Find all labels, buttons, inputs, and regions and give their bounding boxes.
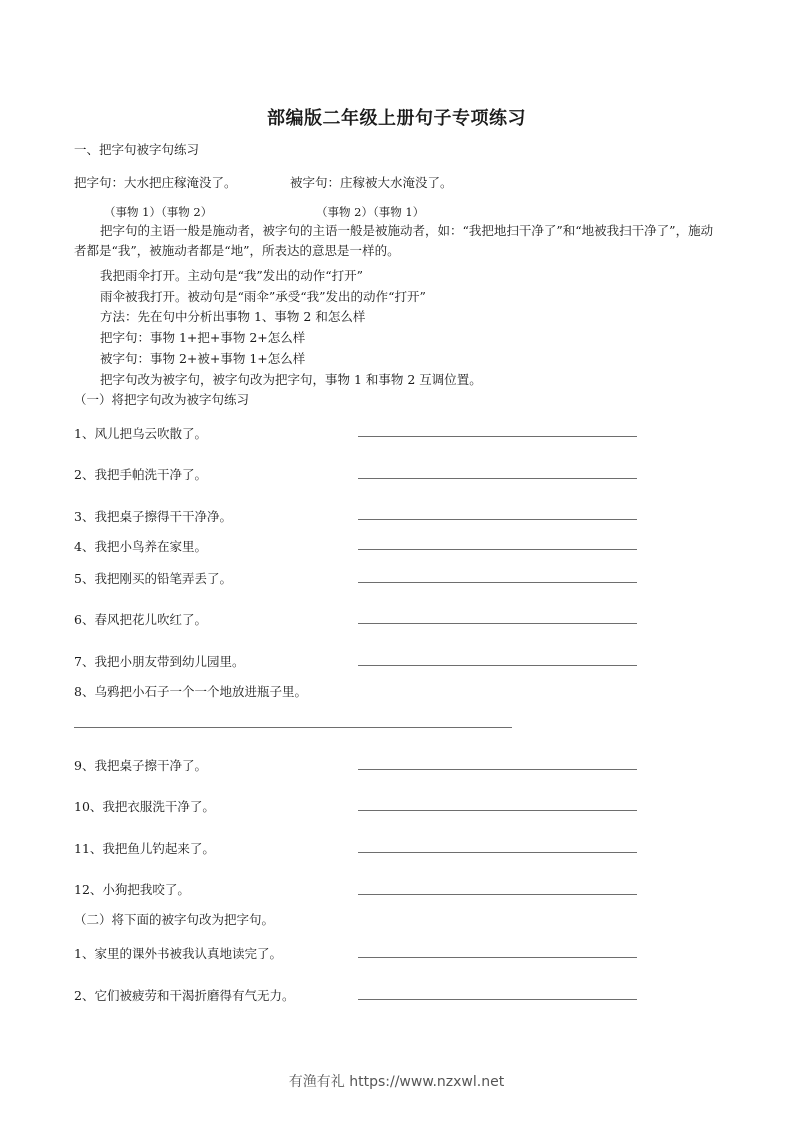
footer-watermark: 有渔有礼 https://www.nzxwl.net: [288, 1074, 505, 1090]
note: 把字句改为被字句，被字句改为把字句，事物 1 和事物 2 互调位置。: [100, 372, 482, 387]
explanation-paragraph: 把字句的主语一般是施动者，被字句的主语一般是被施动者，如：“我把地扫干净了”和“地被我扫干净了”，施动者都是“我”，被施动者都是“地”，所表达的意思是一样的。: [74, 223, 714, 258]
part2-heading: （二）将下面的被字句改为把字句。: [74, 912, 275, 927]
exercise-item: 2、我把手帕洗干净了。: [74, 467, 207, 482]
exercise-item: 2、它们被疲劳和干渴折磨得有气无力。: [74, 988, 295, 1003]
example-ba-labels: （事物 1）（事物 2）: [104, 205, 213, 219]
exercise-item: 7、我把小朋友带到幼儿园里。: [74, 654, 245, 669]
answer-line[interactable]: [358, 549, 637, 550]
answer-line[interactable]: [358, 769, 637, 770]
answer-line[interactable]: [74, 727, 512, 728]
exercise-item: 5、我把刚买的铅笔弄丢了。: [74, 571, 232, 586]
exercise-item: 11、我把鱼儿钓起来了。: [74, 841, 215, 856]
answer-line[interactable]: [358, 957, 637, 958]
answer-line[interactable]: [358, 665, 637, 666]
exercise-item: 9、我把桌子擦干净了。: [74, 758, 207, 773]
answer-line[interactable]: [358, 810, 637, 811]
exercise-item: 10、我把衣服洗干净了。: [74, 799, 215, 814]
answer-line[interactable]: [358, 436, 637, 437]
exercise-item: 8、乌鸦把小石子一个一个地放进瓶子里。: [74, 684, 307, 699]
exercise-item: 3、我把桌子擦得干干净净。: [74, 509, 232, 524]
answer-line[interactable]: [358, 478, 637, 479]
exercise-item: 6、春风把花儿吹红了。: [74, 612, 207, 627]
exercise-item: 1、家里的课外书被我认真地读完了。: [74, 946, 282, 961]
exercise-item: 4、我把小鸟养在家里。: [74, 539, 207, 554]
answer-line[interactable]: [358, 999, 637, 1000]
example-bei-sentence: 被字句：庄稼被大水淹没了。: [290, 175, 453, 190]
note: 把字句：事物 1+把+事物 2+怎么样: [100, 330, 306, 345]
example-ba-sentence: 把字句：大水把庄稼淹没了。: [74, 175, 237, 190]
exercise-item: 12、小狗把我咬了。: [74, 882, 190, 897]
part1-heading: （一）将把字句改为被字句练习: [74, 392, 250, 407]
answer-line[interactable]: [358, 852, 637, 853]
section-heading: 一、把字句被字句练习: [74, 142, 200, 157]
exercise-item: 1、风儿把乌云吹散了。: [74, 426, 207, 441]
answer-line[interactable]: [358, 623, 637, 624]
note: 方法：先在句中分析出事物 1、事物 2 和怎么样: [100, 309, 366, 324]
example-bei-labels: （事物 2）（事物 1）: [316, 205, 425, 219]
note: 我把雨伞打开。主动句是“我”发出的动作“打开”: [100, 268, 364, 283]
answer-line[interactable]: [358, 894, 637, 895]
answer-line[interactable]: [358, 582, 637, 583]
note: 被字句：事物 2+被+事物 1+怎么样: [100, 351, 306, 366]
answer-line[interactable]: [358, 519, 637, 520]
page-title: 部编版二年级上册句子专项练习: [267, 108, 526, 129]
note: 雨伞被我打开。被动句是“雨伞”承受“我”发出的动作“打开”: [100, 289, 426, 304]
